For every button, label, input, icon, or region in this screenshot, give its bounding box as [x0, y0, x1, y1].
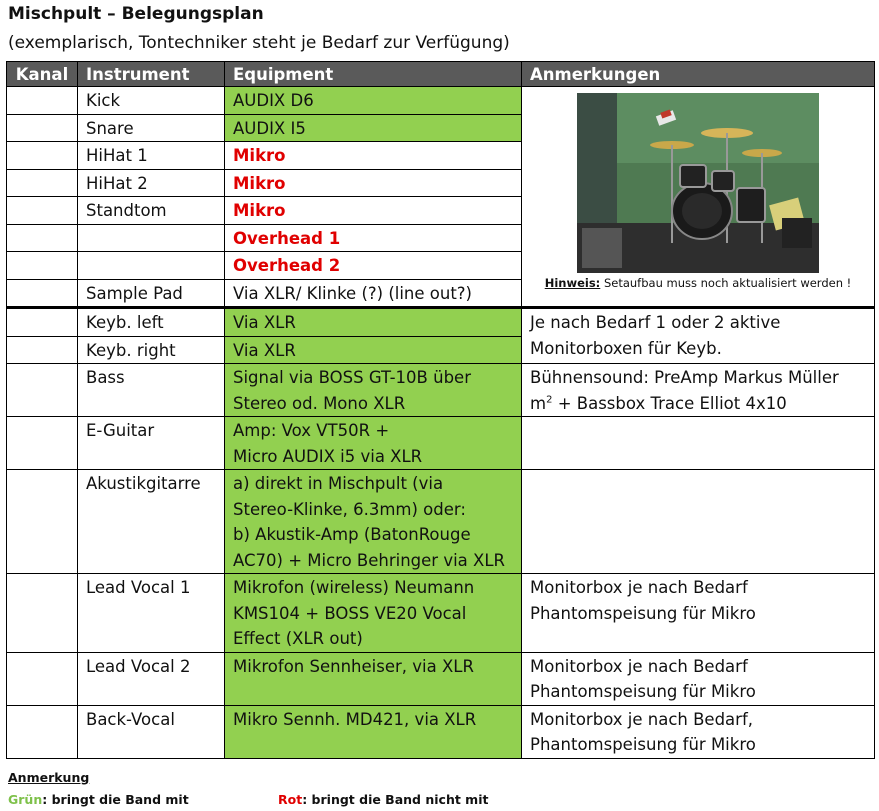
- kanal-cell: [7, 197, 78, 225]
- table-row: [7, 364, 875, 417]
- instrument-cell: HiHat 2: [78, 169, 225, 197]
- hint-label: Hinweis:: [544, 276, 601, 290]
- kanal-cell: [7, 652, 78, 705]
- instrument-cell: Standtom: [78, 197, 225, 225]
- equipment-line: AC70) + Micro Behringer via XLR: [233, 550, 505, 570]
- equipment-cell: Mikrofon Sennheiser, via XLR: [225, 652, 522, 705]
- equipment-line: Mikrofon (wireless) Neumann: [233, 578, 475, 597]
- equipment-line: b) Akustik-Amp (BatonRouge: [233, 525, 471, 544]
- note-cell: [522, 470, 875, 574]
- equipment-line: a) direkt in Mischpult (via: [233, 474, 444, 493]
- page-subtitle: (exemplarisch, Tontechniker steht je Bedarf zur Verfügung): [8, 33, 510, 53]
- legend-green-word: Grün: [8, 792, 43, 807]
- equipment-cell: Overhead 1: [225, 224, 522, 252]
- equipment-cell: [225, 364, 522, 417]
- header-instrument: Instrument: [78, 62, 225, 87]
- equipment-line: Effect (XLR out): [233, 629, 363, 648]
- instrument-cell: Snare: [78, 114, 225, 142]
- kanal-cell: [7, 574, 78, 653]
- kanal-cell: [7, 252, 78, 280]
- equipment-cell: Mikro Sennh. MD421, via XLR: [225, 705, 522, 758]
- instrument-cell: E-Guitar: [78, 417, 225, 470]
- equipment-cell: Via XLR: [225, 336, 522, 364]
- equipment-line: Amp: Vox VT50R +: [233, 421, 390, 440]
- note-line: Monitorbox je nach Bedarf,: [530, 709, 754, 729]
- drum-note-cell: [522, 87, 875, 308]
- equipment-line: Stereo-Klinke, 6.3mm) oder:: [233, 499, 466, 519]
- note-line: [530, 391, 866, 417]
- page-title: Mischpult – Belegungsplan: [8, 4, 264, 24]
- note-line: Monitorbox je nach Bedarf: [530, 656, 748, 676]
- header-equipment: Equipment: [225, 62, 522, 87]
- equipment-cell: Via XLR: [225, 308, 522, 337]
- table-row: [7, 652, 875, 705]
- note-cell: [522, 364, 875, 417]
- kanal-cell: [7, 417, 78, 470]
- table-row: [7, 705, 875, 758]
- note-line: Bühnensound: PreAmp Markus Müller: [530, 368, 839, 387]
- equipment-cell: AUDIX D6: [225, 87, 522, 115]
- assignment-table: [6, 61, 875, 759]
- kanal-cell: [7, 336, 78, 364]
- note-line: Phantomspeisung für Mikro: [530, 682, 756, 701]
- table-row: [7, 574, 875, 653]
- equipment-line: Micro AUDIX i5 via XLR: [233, 446, 423, 466]
- equipment-cell: [225, 470, 522, 574]
- header-kanal: Kanal: [7, 62, 78, 87]
- legend-green-text: : bringt die Band mit: [42, 792, 189, 807]
- legend-heading: Anmerkung: [8, 770, 90, 785]
- legend-red-word: Rot: [278, 792, 303, 807]
- table-row: [7, 470, 875, 574]
- table-row: [7, 308, 875, 337]
- equipment-cell: Mikro: [225, 142, 522, 170]
- kanal-cell: [7, 114, 78, 142]
- kanal-cell: [7, 470, 78, 574]
- equipment-cell: Overhead 2: [225, 252, 522, 280]
- note-cell: [522, 652, 875, 705]
- instrument-cell: Lead Vocal 1: [78, 574, 225, 653]
- instrument-cell: Kick: [78, 87, 225, 115]
- drum-kit-illustration: [577, 93, 819, 273]
- kanal-cell: [7, 705, 78, 758]
- equipment-cell: [225, 574, 522, 653]
- instrument-cell: Keyb. left: [78, 308, 225, 337]
- equipment-cell: Mikro: [225, 169, 522, 197]
- instrument-cell: [78, 224, 225, 252]
- equipment-cell: [225, 417, 522, 470]
- note-unit: m: [530, 393, 547, 413]
- instrument-cell: HiHat 1: [78, 142, 225, 170]
- kanal-cell: [7, 308, 78, 337]
- legend-red-text: : bringt die Band nicht mit: [302, 792, 489, 807]
- note-superscript: 2: [546, 394, 553, 405]
- instrument-cell: Keyb. right: [78, 336, 225, 364]
- kanal-cell: [7, 87, 78, 115]
- hint-text: Setaufbau muss noch aktualisiert werden !: [600, 276, 852, 290]
- note-text: + Bassbox Trace Elliot 4x10: [552, 393, 787, 413]
- table-row: [7, 417, 875, 470]
- legend-red: [278, 792, 488, 807]
- note-line: Je nach Bedarf 1 oder 2 aktive: [530, 313, 781, 332]
- table-header-row: [7, 62, 875, 87]
- note-cell: [522, 705, 875, 758]
- kanal-cell: [7, 364, 78, 417]
- instrument-cell: Bass: [78, 364, 225, 417]
- note-cell: [522, 417, 875, 470]
- instrument-cell: [78, 252, 225, 280]
- equipment-line: Stereo od. Mono XLR: [233, 393, 406, 413]
- header-anmerkungen: Anmerkungen: [522, 62, 875, 87]
- kanal-cell: [7, 279, 78, 308]
- kanal-cell: [7, 224, 78, 252]
- note-line: Phantomspeisung für Mikro: [530, 735, 756, 754]
- instrument-cell: Sample Pad: [78, 279, 225, 308]
- drum-setup-hint: [524, 276, 872, 290]
- instrument-cell: Akustikgitarre: [78, 470, 225, 574]
- instrument-cell: Lead Vocal 2: [78, 652, 225, 705]
- kanal-cell: [7, 169, 78, 197]
- equipment-cell: Mikro: [225, 197, 522, 225]
- note-line: Monitorbox je nach Bedarf: [530, 578, 748, 597]
- drum-kit-photo: [577, 93, 819, 273]
- note-cell: [522, 574, 875, 653]
- equipment-line: KMS104 + BOSS VE20 Vocal: [233, 603, 467, 623]
- equipment-line: Signal via BOSS GT-10B über: [233, 368, 471, 387]
- equipment-cell: AUDIX I5: [225, 114, 522, 142]
- kanal-cell: [7, 142, 78, 170]
- equipment-cell: Via XLR/ Klinke (?) (line out?): [225, 279, 522, 308]
- note-line: Monitorboxen für Keyb.: [530, 338, 722, 358]
- instrument-cell: Back-Vocal: [78, 705, 225, 758]
- note-cell: [522, 308, 875, 364]
- legend-green: [8, 792, 189, 807]
- note-line: Phantomspeisung für Mikro: [530, 603, 756, 623]
- table-row: [7, 87, 875, 115]
